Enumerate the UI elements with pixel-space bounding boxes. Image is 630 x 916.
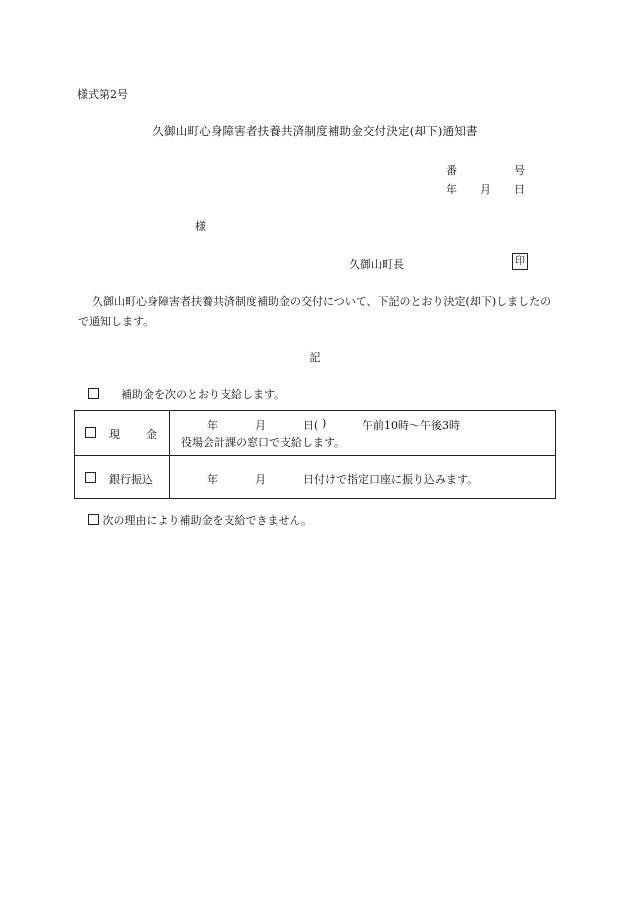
number-label: 番 xyxy=(446,164,457,177)
date-day-label: 日 xyxy=(514,183,525,196)
recipient-honorific: 様 xyxy=(195,220,206,233)
checkbox-icon[interactable] xyxy=(88,514,99,525)
cash-label-part2: 金 xyxy=(146,428,157,441)
date-month-label: 月 xyxy=(480,183,491,196)
body-paragraph: 久御山町心身障害者扶養共済制度補助金の交付について、下記のとおり決定(却下)しましたので通知します。 xyxy=(78,295,552,328)
cash-hours: 午前10時〜午後3時 xyxy=(362,419,460,432)
table-column-divider xyxy=(169,411,170,498)
cash-weekday-close: ) xyxy=(322,417,327,430)
document-title: 久御山町心身障害者扶養共済制度補助金交付決定(却下)通知書 xyxy=(152,124,478,138)
number-suffix: 号 xyxy=(514,164,525,177)
option-pay-label: 補助金を次のとおり支給します。 xyxy=(121,388,286,401)
cash-location: 役場会計課の窓口で支給します。 xyxy=(181,436,346,449)
seal-mark: 印 xyxy=(512,253,528,270)
ki-heading: 記 xyxy=(309,351,321,364)
transfer-year-label: 年 xyxy=(207,473,218,486)
date-year-label: 年 xyxy=(446,183,457,196)
transfer-checkbox[interactable] xyxy=(85,472,96,485)
checkbox-icon[interactable] xyxy=(85,427,96,438)
checkbox-icon[interactable] xyxy=(85,472,96,483)
option-pay[interactable] xyxy=(88,386,285,402)
checkbox-icon[interactable] xyxy=(88,388,99,399)
sender-title: 久御山町長 xyxy=(349,258,404,271)
cash-checkbox[interactable] xyxy=(85,427,96,440)
cash-label-part1: 現 xyxy=(109,428,120,441)
transfer-label: 銀行振込 xyxy=(109,473,153,486)
cash-month-label: 月 xyxy=(255,419,266,432)
table-row-divider xyxy=(75,455,555,456)
option-refuse-label: 次の理由により補助金を支給できません。 xyxy=(102,514,313,527)
form-number: 様式第2号 xyxy=(77,88,128,101)
cash-day-label: 日( xyxy=(303,419,319,432)
transfer-description: 日付けで指定口座に振り込みます。 xyxy=(303,473,479,486)
option-refuse[interactable] xyxy=(88,512,312,528)
transfer-month-label: 月 xyxy=(255,473,266,486)
cash-year-label: 年 xyxy=(207,419,218,432)
